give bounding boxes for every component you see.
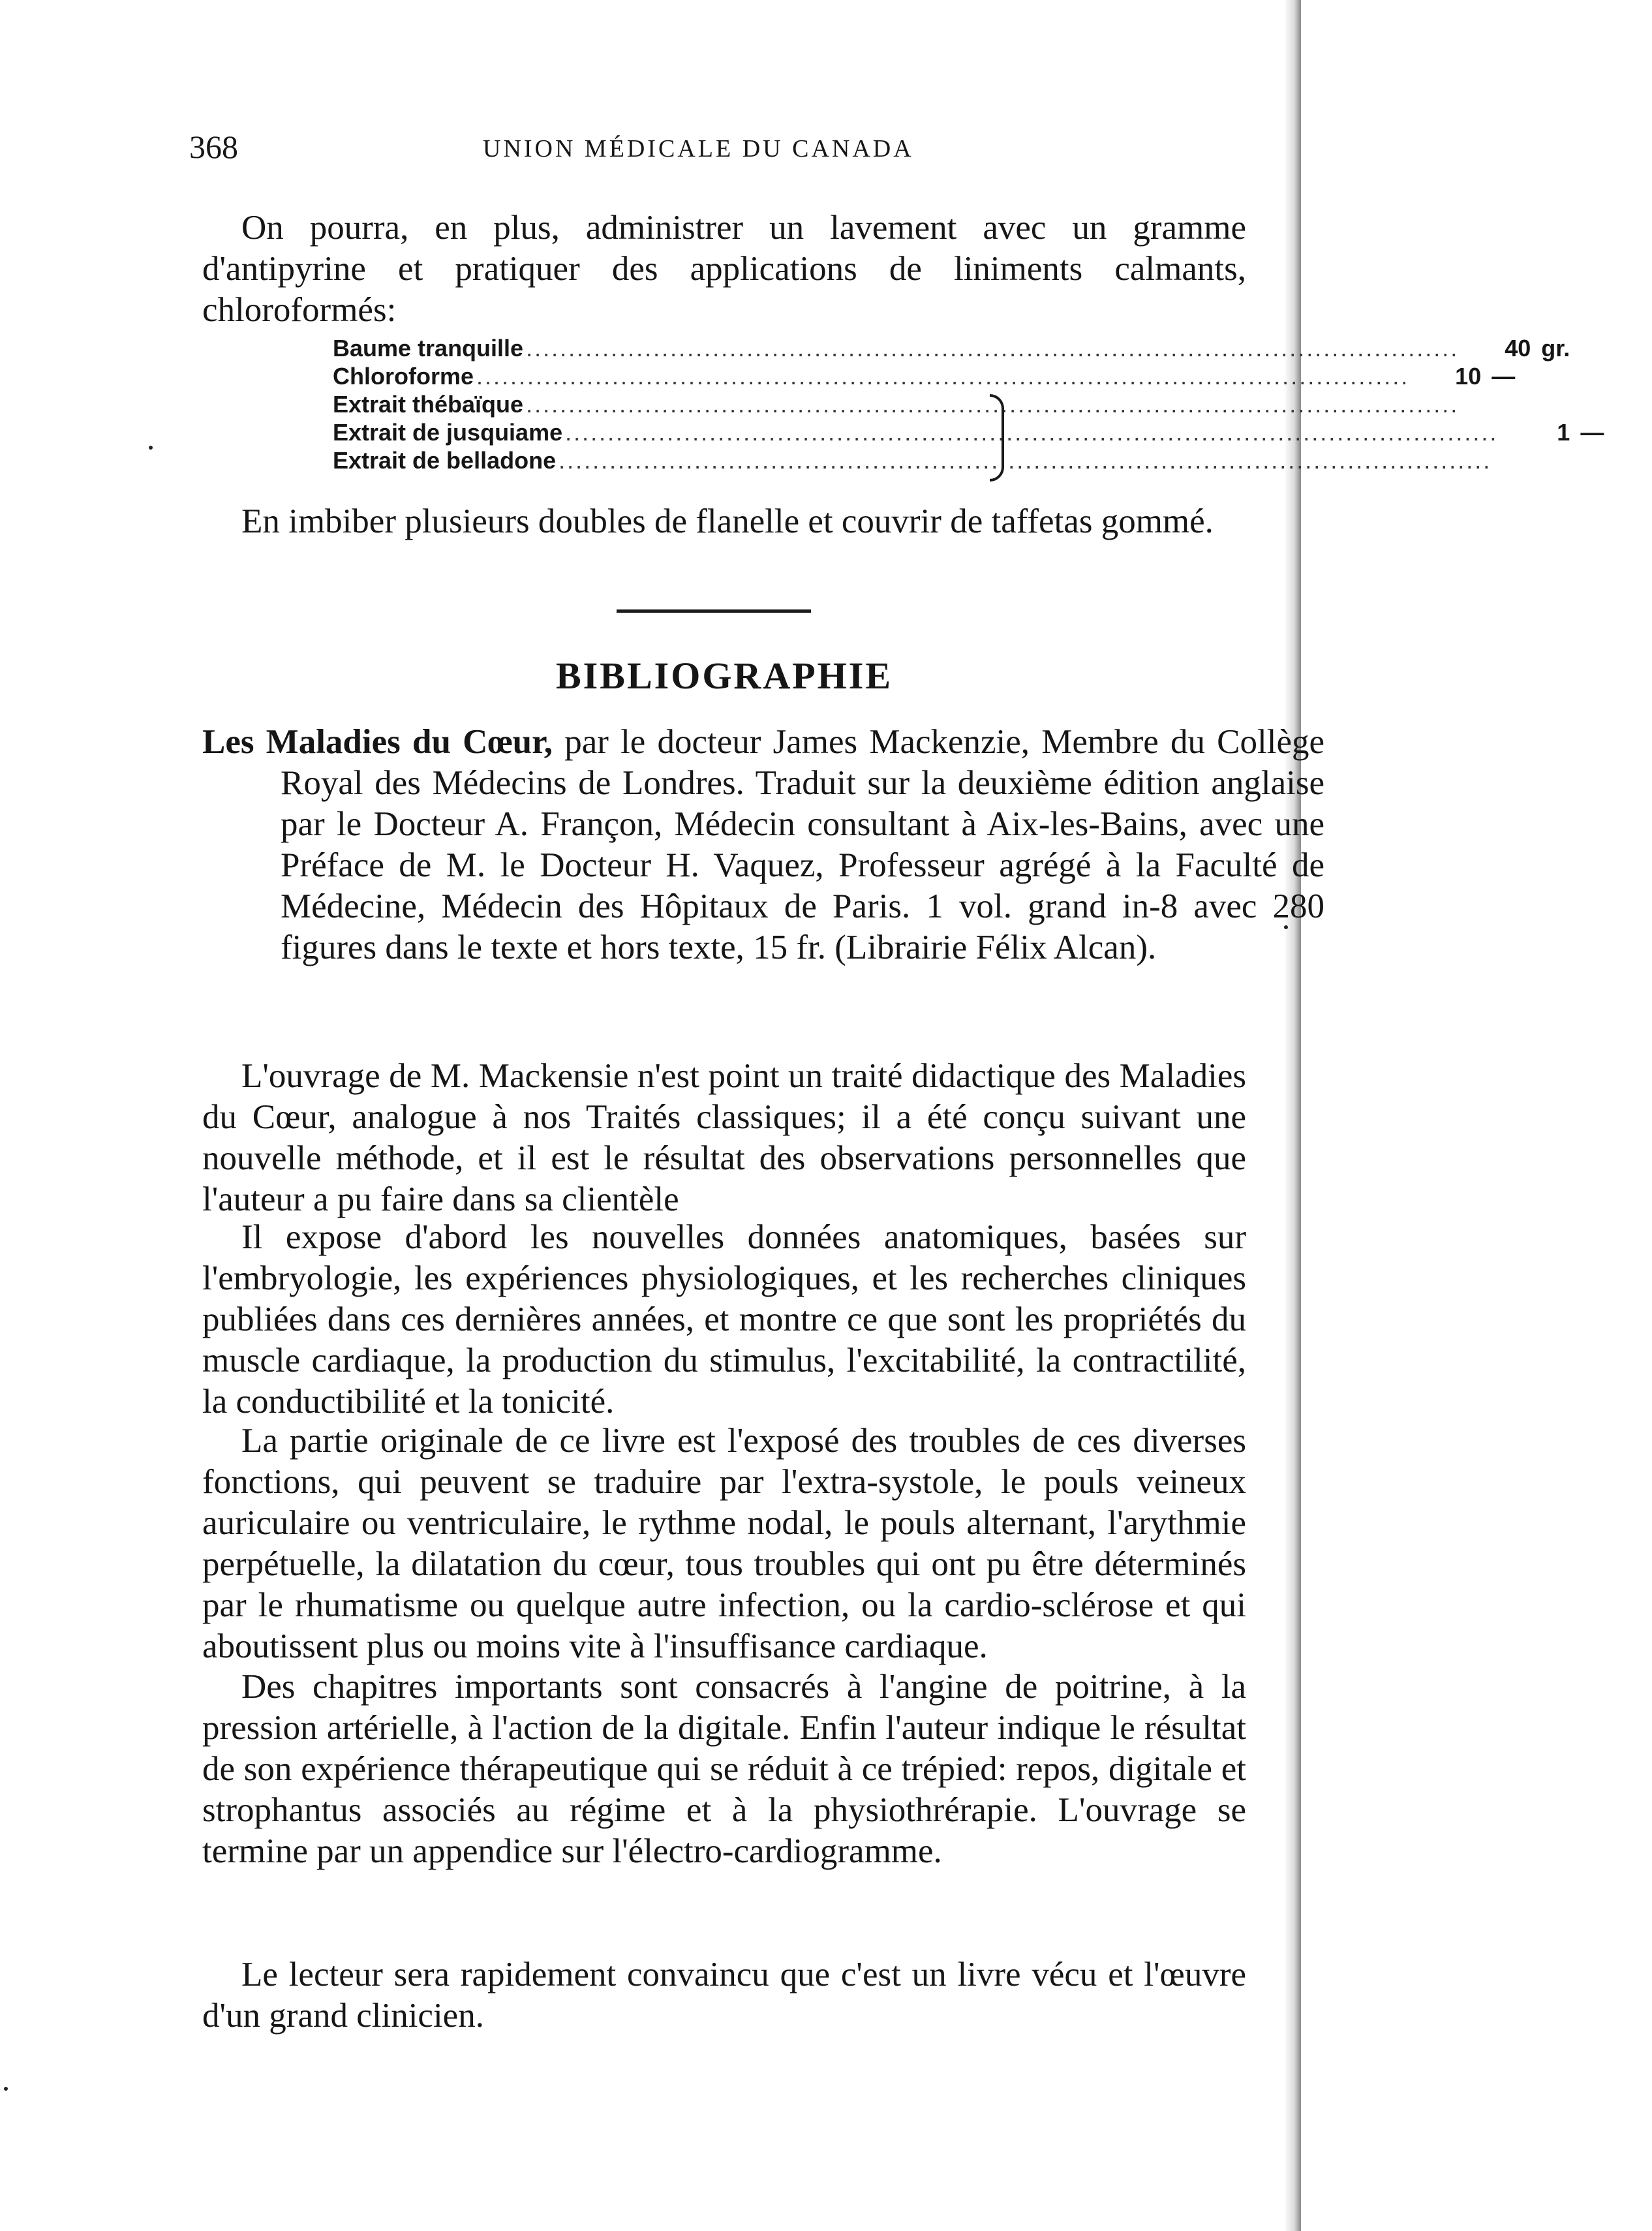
dot-leader: .............................................................................................................. [565,419,1499,446]
ingredient-quantity: 10 [1455,363,1482,390]
section-divider [617,609,811,613]
book-citation [202,722,1324,968]
scan-speck [149,446,153,450]
book-details: par le docteur James Mackenzie, Membre du Collège Royal des Médecins de Londres. Traduit sur la deuxième édition anglaise par le Docteur A. Françon, Médecin consultant à Aix-les-Bains, avec une Préface de M. le Docteur H. Vaquez, Professeur agrégé à la Faculté de Médecine, Médecin des Hôpitaux de Paris. 1 vol. grand in-8 avec 280 figures dans le texte et hors texte, 15 fr. (Librairie Félix Alcan). [281,723,1324,966]
ingredient-name: Baume tranquille [333,335,524,362]
dot-leader: .............................................................................................................. [476,363,1410,390]
grouping-brace [990,394,1004,482]
section-title: BIBLIOGRAPHIE [556,654,893,697]
page-header [189,128,1259,167]
review-paragraph: La partie originale de ce livre est l'exposé des troubles de ces diverses fonctions, qui peuvent se traduire par l'extra-systole, le pouls veineux auriculaire ou ventriculaire, le rythme nodal, le pouls alternant, l'arythmie perpétuelle, la dilatation du cœur, tous troubles qui ont pu être déterminés par le rhumatisme ou quelque autre infection, ou la cardio-sclérose et qui aboutissent plus ou moins vite à l'insuffisance cardiaque. [202,1422,1246,1665]
dot-leader: .............................................................................................................. [558,447,1492,474]
ingredient-name: Extrait de belladone [333,447,557,474]
running-head: UNION MÉDICALE DU CANADA [483,135,914,162]
scan-speck [1284,925,1288,929]
dot-leader: .............................................................................................................. [526,335,1460,362]
intro-paragraph: On pourra, en plus, administrer un lavement avec un gramme d'antipyrine et pratiquer des applications de liniments calmants, chloroformés: [202,209,1246,329]
ingredient-name: Extrait thébaïque [333,391,524,418]
ingredient-name: Extrait de jusquiame [333,419,563,446]
ingredient-unit: — [1580,419,1604,446]
scan-speck [4,2087,8,2091]
page-number: 368 [189,129,238,165]
prescription-row [333,334,1570,362]
prescription-table [333,334,1604,474]
review-paragraph: Le lecteur sera rapidement convaincu que c'est un livre vécu et l'œuvre d'un grand clinicien. [202,1956,1246,2035]
prescription-row [333,362,1516,390]
ingredient-unit: — [1491,363,1516,390]
ingredient-name: Chloroforme [333,363,474,390]
review-paragraph: Des chapitres importants sont consacrés à l'angine de poitrine, à la pression artérielle, à l'action de la digitale. Enfin l'auteur indique le résultat de son expérience thérapeutique qui se réduit à ce trépied: repos, digitale et strophantus associés au régime et à la physiothrérapie. L'ouvrage se termine par un appendice sur l'électro-cardiogramme. [202,1668,1246,1870]
book-title: Les Maladies du Cœur, [202,723,553,761]
ingredient-quantity: 1 [1557,419,1570,446]
ingredient-unit: gr. [1541,335,1570,362]
dot-leader: .............................................................................................................. [526,391,1460,418]
ingredient-quantity: 40 [1505,335,1531,362]
review-paragraph: L'ouvrage de M. Mackensie n'est point un traité didactique des Maladies du Cœur, analogue à nos Traités classiques; il a été conçu suivant une nouvelle méthode, et il est le résultat des observations personnelles que l'auteur a pu faire dans sa clientèle [202,1057,1246,1218]
outro-paragraph: En imbiber plusieurs doubles de flanelle et couvrir de taffetas gommé. [241,502,1214,540]
review-paragraph: Il expose d'abord les nouvelles données anatomiques, basées sur l'embryologie, les expériences physiologiques, et les recherches cliniques publiées dans ces dernières années, et montre ce que sont les propriétés du muscle cardiaque, la production du stimulus, l'excitabilité, la contractilité, la conductibilité et la tonicité. [202,1218,1246,1421]
